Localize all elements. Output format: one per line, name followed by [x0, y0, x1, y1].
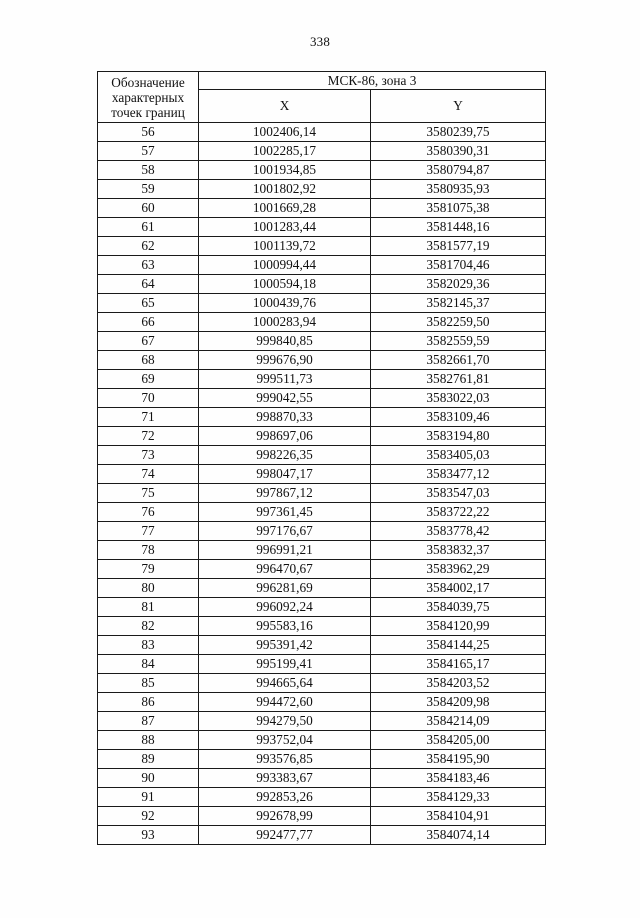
y-coordinate-cell: 3584002,17: [371, 579, 546, 598]
point-id-cell: 78: [98, 541, 199, 560]
x-coordinate-cell: 994665,64: [199, 674, 371, 693]
y-coordinate-cell: 3584203,52: [371, 674, 546, 693]
table-row: [98, 332, 546, 351]
table-row: [98, 731, 546, 750]
table-row: [98, 218, 546, 237]
x-coordinate-cell: 999840,85: [199, 332, 371, 351]
x-coordinate-cell: 1002285,17: [199, 142, 371, 161]
point-id-cell: 67: [98, 332, 199, 351]
y-coordinate-cell: 3583722,22: [371, 503, 546, 522]
table-row: [98, 256, 546, 275]
point-id-cell: 90: [98, 769, 199, 788]
point-id-cell: 59: [98, 180, 199, 199]
y-coordinate-cell: 3584144,25: [371, 636, 546, 655]
y-coordinate-cell: 3582029,36: [371, 275, 546, 294]
page-number: 338: [309, 34, 331, 49]
table-row: [98, 636, 546, 655]
y-coordinate-cell: 3583194,80: [371, 427, 546, 446]
x-coordinate-cell: 992477,77: [199, 826, 371, 845]
x-coordinate-cell: 1001139,72: [199, 237, 371, 256]
x-coordinate-cell: 996991,21: [199, 541, 371, 560]
x-coordinate-cell: 998047,17: [199, 465, 371, 484]
y-coordinate-cell: 3584165,17: [371, 655, 546, 674]
x-coordinate-cell: 998226,35: [199, 446, 371, 465]
x-coordinate-cell: 999676,90: [199, 351, 371, 370]
x-coordinate-cell: 998870,33: [199, 408, 371, 427]
y-coordinate-cell: 3584074,14: [371, 826, 546, 845]
table-row: [98, 560, 546, 579]
y-coordinate-cell: 3584104,91: [371, 807, 546, 826]
x-coordinate-cell: 998697,06: [199, 427, 371, 446]
table-row: [98, 712, 546, 731]
table-row: [98, 313, 546, 332]
table-row: [98, 389, 546, 408]
table-row: [98, 655, 546, 674]
point-id-cell: 72: [98, 427, 199, 446]
x-coordinate-cell: 995391,42: [199, 636, 371, 655]
x-coordinate-cell: 997867,12: [199, 484, 371, 503]
point-id-cell: 86: [98, 693, 199, 712]
y-coordinate-cell: 3583778,42: [371, 522, 546, 541]
y-coordinate-cell: 3583405,03: [371, 446, 546, 465]
x-coordinate-cell: 992853,26: [199, 788, 371, 807]
x-coordinate-cell: 993576,85: [199, 750, 371, 769]
y-coordinate-cell: 3583022,03: [371, 389, 546, 408]
table-row: [98, 693, 546, 712]
x-coordinate-cell: 1001669,28: [199, 199, 371, 218]
point-id-cell: 70: [98, 389, 199, 408]
x-coordinate-cell: 995583,16: [199, 617, 371, 636]
table-row: [98, 123, 546, 142]
point-id-cell: 74: [98, 465, 199, 484]
point-id-cell: 75: [98, 484, 199, 503]
y-coordinate-cell: 3583477,12: [371, 465, 546, 484]
y-coordinate-cell: 3581704,46: [371, 256, 546, 275]
point-id-cell: 60: [98, 199, 199, 218]
table-row: [98, 522, 546, 541]
y-coordinate-cell: 3584039,75: [371, 598, 546, 617]
point-id-cell: 88: [98, 731, 199, 750]
point-id-cell: 79: [98, 560, 199, 579]
point-id-cell: 65: [98, 294, 199, 313]
table-row: [98, 750, 546, 769]
y-coordinate-cell: 3583547,03: [371, 484, 546, 503]
point-id-column-header: Обозначение характерных точек границ: [98, 72, 199, 123]
x-coordinate-cell: 1000594,18: [199, 275, 371, 294]
table-row: [98, 294, 546, 313]
x-coordinate-cell: 1001802,92: [199, 180, 371, 199]
table-row: [98, 826, 546, 845]
y-coordinate-cell: 3581577,19: [371, 237, 546, 256]
table-row: [98, 446, 546, 465]
y-coordinate-cell: 3582559,59: [371, 332, 546, 351]
x-column-header: X: [199, 90, 371, 123]
x-coordinate-cell: 995199,41: [199, 655, 371, 674]
point-id-cell: 63: [98, 256, 199, 275]
x-coordinate-cell: 1002406,14: [199, 123, 371, 142]
point-id-cell: 93: [98, 826, 199, 845]
y-coordinate-cell: 3580239,75: [371, 123, 546, 142]
point-id-cell: 83: [98, 636, 199, 655]
y-coordinate-cell: 3584209,98: [371, 693, 546, 712]
y-coordinate-cell: 3580935,93: [371, 180, 546, 199]
x-coordinate-cell: 997176,67: [199, 522, 371, 541]
point-id-cell: 89: [98, 750, 199, 769]
table-row: [98, 674, 546, 693]
x-coordinate-cell: 993383,67: [199, 769, 371, 788]
point-id-cell: 69: [98, 370, 199, 389]
table-row: [98, 237, 546, 256]
x-coordinate-cell: 996470,67: [199, 560, 371, 579]
table-row: [98, 351, 546, 370]
table-row: [98, 427, 546, 446]
coordinate-system-header: МСК-86, зона 3: [199, 72, 546, 90]
x-coordinate-cell: 999511,73: [199, 370, 371, 389]
point-id-cell: 73: [98, 446, 199, 465]
x-coordinate-cell: 1000994,44: [199, 256, 371, 275]
y-coordinate-cell: 3582259,50: [371, 313, 546, 332]
table-row: [98, 180, 546, 199]
point-id-cell: 57: [98, 142, 199, 161]
point-id-cell: 77: [98, 522, 199, 541]
x-coordinate-cell: 996092,24: [199, 598, 371, 617]
x-coordinate-cell: 994279,50: [199, 712, 371, 731]
table-row: [98, 199, 546, 218]
point-id-cell: 87: [98, 712, 199, 731]
y-coordinate-cell: 3584120,99: [371, 617, 546, 636]
x-coordinate-cell: 1001934,85: [199, 161, 371, 180]
table-row: [98, 541, 546, 560]
point-id-cell: 61: [98, 218, 199, 237]
boundary-points-table: [97, 71, 546, 845]
y-coordinate-cell: 3582661,70: [371, 351, 546, 370]
y-coordinate-cell: 3584129,33: [371, 788, 546, 807]
point-id-cell: 66: [98, 313, 199, 332]
table-row: [98, 465, 546, 484]
table-row: [98, 769, 546, 788]
y-coordinate-cell: 3584214,09: [371, 712, 546, 731]
table-row: [98, 579, 546, 598]
table-header: [98, 72, 546, 123]
point-id-cell: 62: [98, 237, 199, 256]
table-row: [98, 370, 546, 389]
y-coordinate-cell: 3583832,37: [371, 541, 546, 560]
y-coordinate-cell: 3583962,29: [371, 560, 546, 579]
table-row: [98, 275, 546, 294]
table-row: [98, 484, 546, 503]
y-coordinate-cell: 3580390,31: [371, 142, 546, 161]
table-body: [98, 123, 546, 845]
x-coordinate-cell: 992678,99: [199, 807, 371, 826]
y-coordinate-cell: 3583109,46: [371, 408, 546, 427]
x-coordinate-cell: 996281,69: [199, 579, 371, 598]
y-coordinate-cell: 3584205,00: [371, 731, 546, 750]
y-coordinate-cell: 3580794,87: [371, 161, 546, 180]
point-id-cell: 81: [98, 598, 199, 617]
point-id-cell: 76: [98, 503, 199, 522]
x-coordinate-cell: 993752,04: [199, 731, 371, 750]
x-coordinate-cell: 1000439,76: [199, 294, 371, 313]
y-coordinate-cell: 3581448,16: [371, 218, 546, 237]
point-id-cell: 82: [98, 617, 199, 636]
point-id-cell: 68: [98, 351, 199, 370]
point-id-cell: 64: [98, 275, 199, 294]
y-coordinate-cell: 3584183,46: [371, 769, 546, 788]
y-coordinate-cell: 3582761,81: [371, 370, 546, 389]
table-row: [98, 161, 546, 180]
table-row: [98, 142, 546, 161]
table-row: [98, 788, 546, 807]
point-id-cell: 58: [98, 161, 199, 180]
point-id-cell: 80: [98, 579, 199, 598]
point-id-cell: 91: [98, 788, 199, 807]
y-column-header: Y: [371, 90, 546, 123]
point-id-cell: 84: [98, 655, 199, 674]
table-row: [98, 503, 546, 522]
table-row: [98, 598, 546, 617]
x-coordinate-cell: 1000283,94: [199, 313, 371, 332]
point-id-cell: 85: [98, 674, 199, 693]
y-coordinate-cell: 3581075,38: [371, 199, 546, 218]
point-id-cell: 71: [98, 408, 199, 427]
table-row: [98, 617, 546, 636]
point-id-cell: 56: [98, 123, 199, 142]
table-row: [98, 408, 546, 427]
x-coordinate-cell: 997361,45: [199, 503, 371, 522]
x-coordinate-cell: 999042,55: [199, 389, 371, 408]
table-row: [98, 807, 546, 826]
y-coordinate-cell: 3584195,90: [371, 750, 546, 769]
x-coordinate-cell: 1001283,44: [199, 218, 371, 237]
point-id-cell: 92: [98, 807, 199, 826]
y-coordinate-cell: 3582145,37: [371, 294, 546, 313]
x-coordinate-cell: 994472,60: [199, 693, 371, 712]
